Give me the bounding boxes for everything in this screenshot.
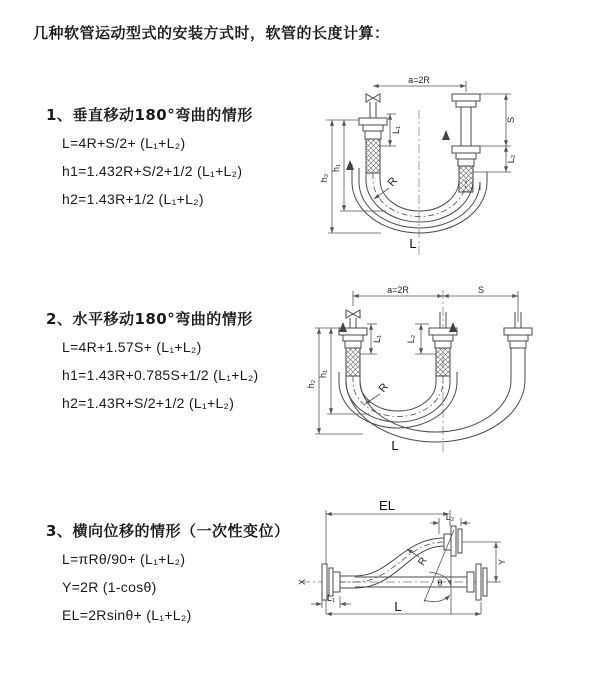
braided-hose-section xyxy=(459,166,473,192)
page-title: 几种软管运动型式的安装方式时，软管的长度计算： xyxy=(33,24,390,42)
formula-el-3: EL=2Rsinθ+ (L₁+L₂) xyxy=(62,607,192,623)
section-2-number: 2、 xyxy=(46,310,73,328)
movement-arrow-icon xyxy=(339,322,347,332)
formula-y-3: Y=2R (1-cosθ) xyxy=(62,579,157,595)
label-radius-r: R xyxy=(416,555,430,568)
movement-arrow-icon xyxy=(449,322,457,332)
dim-label-l1: L₁ xyxy=(391,125,401,135)
dim-label-h2: h₂ xyxy=(319,173,329,183)
left-pipe-fitting xyxy=(359,118,387,173)
dim-label-l: L xyxy=(394,599,402,614)
section-1-heading xyxy=(46,104,316,125)
movement-arrow-icon xyxy=(442,130,450,140)
formula-h2-1: h2=1.43R+1/2 (L₁+L₂) xyxy=(62,191,204,207)
formula-l-1: L=4R+S/2+ (L₁+L₂) xyxy=(62,135,186,151)
valve-icon xyxy=(366,94,380,118)
dim-label-l1: L₁ xyxy=(372,334,382,344)
dim-label-a2r: a=2R xyxy=(387,285,409,295)
section-1-title: 垂直移动180°弯曲的情形 xyxy=(72,106,253,124)
angle-arc xyxy=(424,595,450,602)
formula-h2-2: h2=1.43R+S/2+1/2 (L₁+L₂) xyxy=(62,395,235,411)
braided-hose-section xyxy=(436,348,450,376)
dim-label-x: X xyxy=(297,578,307,586)
dim-label-h1: h₁ xyxy=(331,163,341,173)
diagram-horizontal-180-bend xyxy=(303,282,595,464)
section-3-title: 横向位移的情形（一次性变位） xyxy=(72,522,290,540)
middle-pipe-fitting xyxy=(429,328,457,376)
diagram-vertical-180-bend xyxy=(306,68,591,260)
diagram-lateral-displacement xyxy=(293,490,595,654)
label-length-l: L xyxy=(391,438,399,453)
section-lateral-displacement xyxy=(46,520,316,635)
hose-u-bend-position1 xyxy=(339,372,457,428)
left-pipe-fitting xyxy=(339,328,367,376)
section-3-number: 3、 xyxy=(46,522,73,540)
dim-label-l2: L₂ xyxy=(445,512,455,522)
section-3-heading xyxy=(46,520,316,541)
label-radius-r: R xyxy=(385,175,400,189)
formula-h1-2: h1=1.43R+0.785S+1/2 (L₁+L₂) xyxy=(62,367,259,383)
section-2-heading xyxy=(46,308,316,329)
construction-line xyxy=(424,530,454,602)
formula-h1-1: h1=1.432R+S/2+1/2 (L₁+L₂) xyxy=(62,163,243,179)
dim-label-h2: h₂ xyxy=(306,379,316,389)
section-1-number: 1、 xyxy=(46,106,73,124)
dim-label-h1: h₁ xyxy=(318,369,328,379)
dim-label-a2r: a=2R xyxy=(408,75,430,85)
dim-label-l1: L₁ xyxy=(326,593,336,603)
dim-label-s: S xyxy=(506,116,516,124)
upper-flange-fitting xyxy=(444,526,462,556)
formula-l-2: L=4R+1.57S+ (L₁+L₂) xyxy=(62,339,202,355)
section-vertical-movement xyxy=(46,104,316,219)
dim-label-el: EL xyxy=(379,498,395,513)
dim-label-l2: L₂ xyxy=(506,154,516,164)
dim-label-l2: L₂ xyxy=(406,334,416,344)
valve-icon xyxy=(346,310,360,328)
right-pipe-fitting xyxy=(504,328,532,348)
section-horizontal-movement xyxy=(46,308,316,423)
braided-hose-section xyxy=(366,139,380,173)
movement-arrow-icon xyxy=(346,160,354,170)
dim-label-y: Y xyxy=(497,558,507,566)
label-angle-theta: θ xyxy=(437,578,443,588)
dim-label-s: S xyxy=(477,285,485,295)
right-pipe-fitting xyxy=(452,94,480,192)
section-2-title: 水平移动180°弯曲的情形 xyxy=(72,310,253,328)
braided-hose-section xyxy=(346,348,360,376)
label-length-l: L xyxy=(409,236,417,251)
formula-l-3: L=πRθ/90+ (L₁+L₂) xyxy=(62,551,186,567)
label-radius-r: R xyxy=(376,381,391,395)
